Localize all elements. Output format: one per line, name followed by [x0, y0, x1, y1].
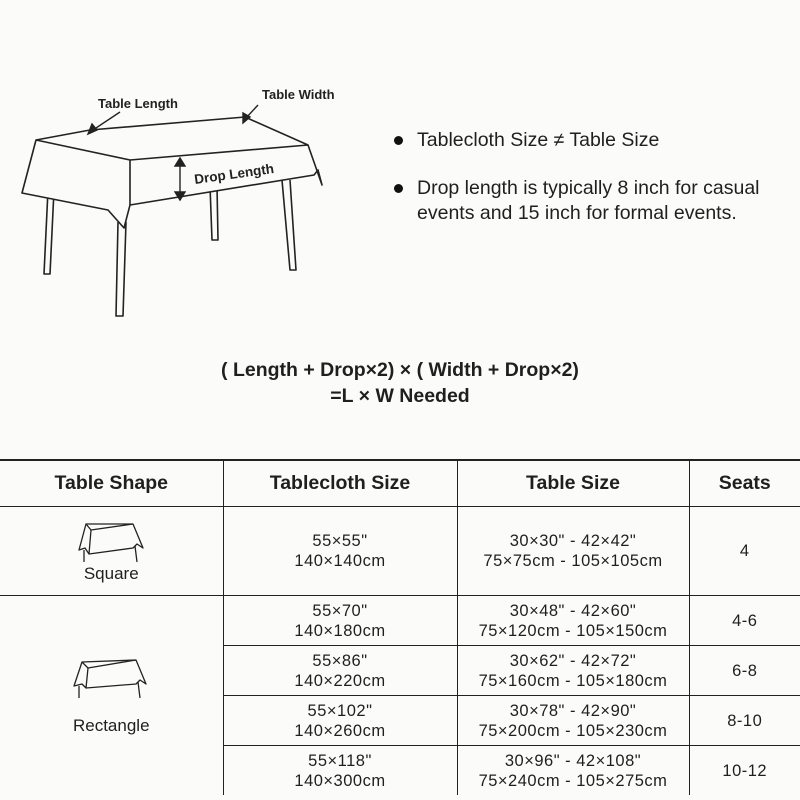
- seats-cell: 4: [689, 507, 800, 596]
- bullet-dot-icon: [394, 136, 403, 145]
- cloth-size-cm: 140×300cm: [294, 771, 386, 790]
- table-leg-icon: [282, 180, 296, 270]
- shape-label: Rectangle: [72, 715, 150, 735]
- seats-cell: 6-8: [689, 646, 800, 696]
- bullet-text: Tablecloth Size ≠ Table Size: [417, 129, 660, 151]
- seats-cell: 10-12: [689, 746, 800, 796]
- size-formula: [0, 357, 800, 409]
- table-size-cm: 75×75cm - 105×105cm: [483, 552, 663, 570]
- tablecloth-diagram: [0, 0, 360, 330]
- table-size-cell: [457, 696, 689, 746]
- tablecloth-shape: [22, 117, 322, 228]
- table-width-label: Table Width: [262, 87, 335, 102]
- shape-cell-square: [0, 507, 223, 596]
- shape-cell-rectangle: [0, 596, 223, 796]
- table-row: [0, 596, 800, 646]
- tablecloth-size-cell: [223, 746, 457, 796]
- rectangle-table-icon: [66, 656, 156, 702]
- bullet-dot-icon: [394, 184, 403, 193]
- table-size-cell: [457, 596, 689, 646]
- cloth-size-cm: 140×220cm: [294, 671, 386, 690]
- bullet-item: [392, 176, 792, 226]
- table-size-cell: [457, 646, 689, 696]
- cloth-size-inch: 55×118": [308, 751, 372, 770]
- table-size-cell: [457, 507, 689, 596]
- table-leg-icon: [44, 190, 54, 274]
- cloth-size-inch: 55×102": [307, 701, 373, 720]
- table-size-inch: 30×78" - 42×90": [509, 701, 637, 720]
- header-table-shape: Table Shape: [0, 460, 223, 507]
- table-size-cm: 75×160cm - 105×180cm: [478, 671, 668, 690]
- square-table-icon: [71, 518, 151, 564]
- size-table: [0, 459, 800, 795]
- cloth-size-cm: 140×260cm: [294, 721, 386, 740]
- table-size-cm: 75×120cm - 105×150cm: [478, 621, 668, 640]
- cloth-size-inch: 55×55": [312, 532, 368, 550]
- cloth-size-inch: 55×70": [312, 601, 368, 620]
- table-header-row: [0, 460, 800, 507]
- cloth-size-cm: 140×140cm: [294, 552, 386, 570]
- table-leg-icon: [116, 222, 126, 316]
- table-size-cm: 75×240cm - 105×275cm: [478, 771, 668, 790]
- table-length-label: Table Length: [98, 96, 178, 111]
- shape-label: Square: [83, 564, 139, 583]
- tablecloth-size-cell: [223, 596, 457, 646]
- table-leg-icon: [210, 186, 218, 240]
- info-bullets: [392, 128, 792, 226]
- formula-result: =L × W Needed: [330, 385, 470, 407]
- formula-line: ( Length + Drop×2) × ( Width + Drop×2): [221, 359, 579, 381]
- header-table-size: Table Size: [457, 460, 689, 507]
- seats-cell: 8-10: [689, 696, 800, 746]
- cloth-size-cm: 140×180cm: [294, 621, 386, 640]
- tablecloth-size-cell: [223, 646, 457, 696]
- header-tablecloth-size: Tablecloth Size: [223, 460, 457, 507]
- table-size-inch: 30×62" - 42×72": [509, 651, 637, 670]
- seats-cell: 4-6: [689, 596, 800, 646]
- table-size-cell: [457, 746, 689, 796]
- drop-length-label: Drop Length: [193, 160, 275, 187]
- header-seats: Seats: [689, 460, 800, 507]
- tablecloth-size-cell: [223, 696, 457, 746]
- tablecloth-size-cell: [223, 507, 457, 596]
- bullet-item: [392, 128, 792, 153]
- bullet-text: Drop length is typically 8 inch for casual events and 15 inch for formal events.: [417, 177, 760, 224]
- cloth-size-inch: 55×86": [312, 651, 368, 670]
- table-size-inch: 30×30" - 42×42": [509, 532, 637, 550]
- table-size-cm: 75×200cm - 105×230cm: [478, 721, 668, 740]
- table-size-inch: 30×48" - 42×60": [509, 601, 637, 620]
- table-size-inch: 30×96" - 42×108": [504, 751, 642, 770]
- table-row: [0, 507, 800, 596]
